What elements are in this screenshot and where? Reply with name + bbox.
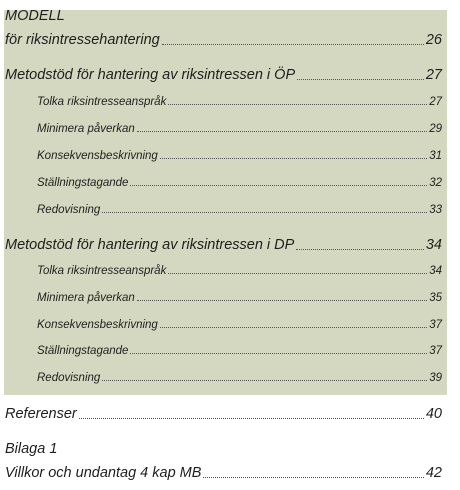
dot-leader bbox=[130, 184, 427, 186]
toc-item-title: Tolka riksintresseanspråk bbox=[37, 265, 167, 277]
dot-leader bbox=[297, 78, 424, 80]
toc-item-page: 35 bbox=[429, 292, 442, 304]
dot-leader bbox=[168, 103, 427, 105]
dot-leader bbox=[160, 326, 427, 328]
toc-item-op-konsekvens[interactable] bbox=[37, 150, 442, 162]
toc-entry-title: Villkor och undantag 4 kap MB bbox=[5, 465, 202, 481]
toc-item-page: 39 bbox=[429, 372, 442, 384]
toc-item-page: 32 bbox=[429, 177, 442, 189]
toc-item-page: 37 bbox=[429, 319, 442, 331]
toc-item-title: Tolka riksintresseanspråk bbox=[37, 96, 167, 108]
toc-item-dp-minimera[interactable] bbox=[37, 292, 442, 304]
toc-entry-referenser[interactable] bbox=[5, 406, 442, 422]
dot-leader bbox=[79, 417, 424, 419]
toc-item-page: 31 bbox=[429, 150, 442, 162]
toc-item-page: 33 bbox=[429, 204, 442, 216]
toc-section-page: 27 bbox=[425, 67, 442, 83]
toc-entry-page: 42 bbox=[425, 465, 442, 481]
dot-leader bbox=[137, 299, 427, 301]
toc-item-title: Konsekvensbeskrivning bbox=[37, 150, 158, 162]
toc-item-page: 27 bbox=[429, 96, 442, 108]
toc-item-op-redovisning[interactable] bbox=[37, 204, 442, 216]
dot-leader bbox=[168, 272, 427, 274]
toc-item-page: 29 bbox=[429, 123, 442, 135]
toc-item-title: Ställningstagande bbox=[37, 177, 129, 189]
toc-item-op-tolka[interactable] bbox=[37, 96, 442, 108]
dot-leader bbox=[162, 43, 424, 45]
toc-item-title: Redovisning bbox=[37, 204, 101, 216]
toc-entry-title: för riksintressehantering bbox=[5, 32, 160, 48]
toc-section-page: 34 bbox=[425, 237, 442, 253]
toc-item-op-minimera[interactable] bbox=[37, 123, 442, 135]
modell-heading: MODELL bbox=[5, 8, 65, 24]
dot-leader bbox=[296, 248, 424, 250]
dot-leader bbox=[137, 130, 427, 132]
toc-item-dp-tolka[interactable] bbox=[37, 265, 442, 277]
toc-item-title: Minimera påverkan bbox=[37, 123, 135, 135]
toc-item-op-stallning[interactable] bbox=[37, 177, 442, 189]
toc-entry-modell[interactable] bbox=[5, 32, 442, 48]
toc-item-dp-konsekvens[interactable] bbox=[37, 319, 442, 331]
toc-item-title: Ställningstagande bbox=[37, 345, 129, 357]
toc-section-dp[interactable] bbox=[5, 237, 442, 253]
toc-entry-bilaga[interactable] bbox=[5, 465, 442, 481]
dot-leader bbox=[130, 352, 427, 354]
toc-item-title: Konsekvensbeskrivning bbox=[37, 319, 158, 331]
dot-leader bbox=[102, 211, 427, 213]
toc-item-page: 34 bbox=[429, 265, 442, 277]
toc-item-page: 37 bbox=[429, 345, 442, 357]
bilaga-heading: Bilaga 1 bbox=[5, 441, 58, 457]
dot-leader bbox=[102, 379, 427, 381]
dot-leader bbox=[203, 476, 423, 478]
toc-entry-title: Referenser bbox=[5, 406, 77, 422]
toc-item-dp-redovisning[interactable] bbox=[37, 372, 442, 384]
toc-section-op[interactable] bbox=[5, 67, 442, 83]
toc-entry-page: 26 bbox=[425, 32, 442, 48]
dot-leader bbox=[160, 157, 427, 159]
toc-section-title: Metodstöd för hantering av riksintressen i DP bbox=[5, 237, 295, 253]
toc-item-title: Redovisning bbox=[37, 372, 101, 384]
toc-section-title: Metodstöd för hantering av riksintressen i ÖP bbox=[5, 67, 296, 83]
toc-item-dp-stallning[interactable] bbox=[37, 345, 442, 357]
toc-entry-page: 40 bbox=[425, 406, 442, 422]
toc-item-title: Minimera påverkan bbox=[37, 292, 135, 304]
